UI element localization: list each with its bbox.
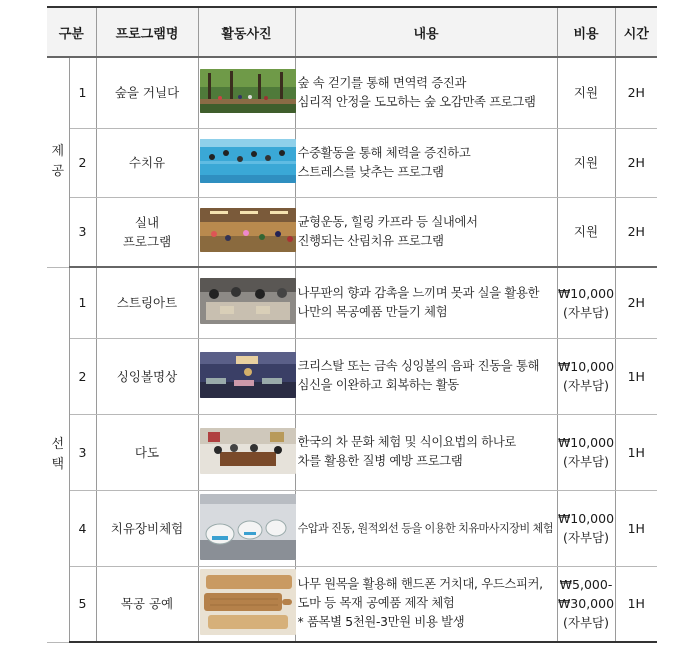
header-photo: 활동사진: [198, 7, 295, 57]
table-row: [47, 128, 657, 197]
program-time: 2H: [615, 197, 657, 267]
table-row: [47, 338, 657, 414]
row-number: 5: [69, 566, 96, 642]
program-cost: ₩5,000- ₩30,000 (자부담): [557, 566, 615, 642]
program-time: 1H: [615, 338, 657, 414]
row-number: 2: [69, 128, 96, 197]
program-content: 나무판의 향과 감촉을 느끼며 못과 실을 활용한 나만의 목공예품 만들기 체험: [295, 267, 557, 338]
row-number: 2: [69, 338, 96, 414]
program-time: 1H: [615, 490, 657, 566]
table-row: [47, 197, 657, 267]
healing-equipment-photo: [198, 490, 295, 566]
program-content: 수중활동을 통해 체력을 증진하고 스트레스를 낮추는 프로그램: [295, 128, 557, 197]
table-row: [47, 414, 657, 490]
program-cost: ₩10,000 (자부담): [557, 338, 615, 414]
program-cost: ₩10,000 (자부담): [557, 490, 615, 566]
row-number: 3: [69, 414, 96, 490]
program-name: 스트링아트: [96, 267, 198, 338]
program-cost: ₩10,000 (자부담): [557, 414, 615, 490]
header-content: 내용: [295, 7, 557, 57]
row-number: 1: [69, 267, 96, 338]
group-label-provided: 제 공: [47, 57, 69, 267]
program-time: 1H: [615, 414, 657, 490]
program-time: 1H: [615, 566, 657, 642]
header-program: 프로그램명: [96, 7, 198, 57]
program-content: 크리스탈 또는 금속 싱잉볼의 음파 진동을 통해 심신을 이완하고 회복하는 활동: [295, 338, 557, 414]
program-table-container: [47, 6, 657, 643]
table-row: [47, 57, 657, 128]
forest-walk-photo: [198, 57, 295, 128]
program-cost: 지원: [557, 57, 615, 128]
program-name: 숲을 거닐다: [96, 57, 198, 128]
row-number: 1: [69, 57, 96, 128]
table-row: [47, 267, 657, 338]
woodcraft-photo: [198, 566, 295, 642]
string-art-photo: [198, 267, 295, 338]
table-row: [47, 566, 657, 642]
program-name: 다도: [96, 414, 198, 490]
program-content: 한국의 차 문화 체험 및 식이요법의 하나로 차를 활용한 질병 예방 프로그램: [295, 414, 557, 490]
group-label-optional: 선 택: [47, 267, 69, 642]
program-content: 나무 원목을 활용해 핸드폰 거치대, 우드스피커, 도마 등 목재 공예품 제작 체험 * 품목별 5천원-3만원 비용 발생: [295, 566, 557, 642]
program-name: 실내 프로그램: [96, 197, 198, 267]
program-time: 2H: [615, 267, 657, 338]
program-time: 2H: [615, 128, 657, 197]
program-cost: 지원: [557, 128, 615, 197]
tea-ceremony-photo: [198, 414, 295, 490]
program-name: 목공 공예: [96, 566, 198, 642]
header-time: 시간: [615, 7, 657, 57]
program-content: 수압과 진동, 원적외선 등을 이용한 치유마사지장비 체험: [295, 490, 557, 566]
program-name: 치유장비체험: [96, 490, 198, 566]
program-content: 숲 속 걷기를 통해 면역력 증진과 심리적 안정을 도모하는 숲 오감만족 프로그램: [295, 57, 557, 128]
header-row: [47, 7, 657, 57]
program-cost: ₩10,000 (자부담): [557, 267, 615, 338]
row-number: 4: [69, 490, 96, 566]
program-time: 2H: [615, 57, 657, 128]
indoor-hall-photo: [198, 197, 295, 267]
program-cost: 지원: [557, 197, 615, 267]
program-name: 수치유: [96, 128, 198, 197]
program-content: 균형운동, 힐링 카프라 등 실내에서 진행되는 산림치유 프로그램: [295, 197, 557, 267]
program-table: [47, 6, 657, 643]
singing-bowl-photo: [198, 338, 295, 414]
header-category: 구분: [47, 7, 96, 57]
pool-photo: [198, 128, 295, 197]
row-number: 3: [69, 197, 96, 267]
table-row: [47, 490, 657, 566]
program-name: 싱잉볼명상: [96, 338, 198, 414]
header-cost: 비용: [557, 7, 615, 57]
